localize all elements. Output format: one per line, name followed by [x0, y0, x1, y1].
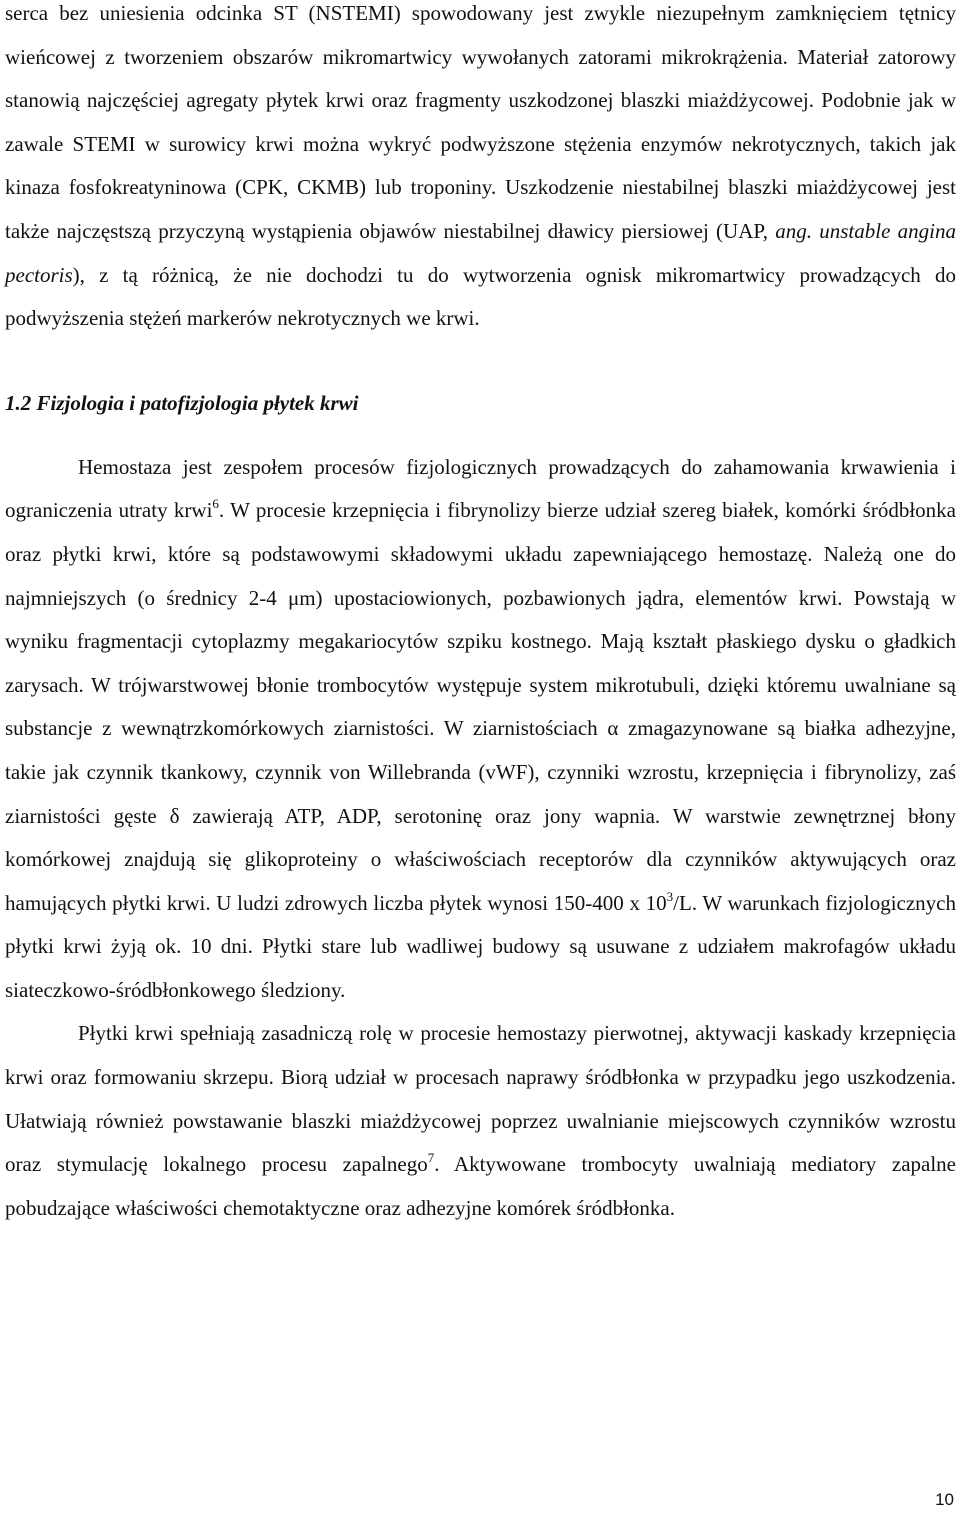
- paragraph-text: /L. W warunkach fizjologicznych płytki krwi żyją ok. 10 dni. Płytki stare lub wadliwej budowy są usuwane z udziałem makrofagów układu siateczkowo-śródbłonkowego śledziony.: [5, 890, 956, 1002]
- footnote-ref: 6: [212, 496, 219, 512]
- paragraph-text: serca bez uniesienia odcinka ST (NSTEMI) spowodowany jest zwykle niezupełnym zamknięciem tętnicy wieńcowej z tworzeniem obszarów mikromartwicy wywołanych zatorami mikrokrążenia. Materiał zatorowy stanowią najczęściej agregaty płytek krwi oraz fragmenty uszkodzonej blaszki miażdżycowej. Podobnie jak w zawale STEMI w surowicy krwi można wykryć podwyższone stężenia enzymów nekrotycznych, takich jak kinaza fosfokreatyninowa (CPK, CKMB) lub troponiny. Uszkodzenie niestabilnej blaszki miażdżycowej jest także najczęstszą przyczyną wystąpienia objawów niestabilnej dławicy piersiowej (UAP,: [5, 1, 956, 243]
- document-page: [5, 0, 956, 1230]
- paragraph-platelet-role: [5, 1012, 956, 1230]
- page-number: 10: [935, 1490, 954, 1509]
- spacer: [5, 423, 956, 446]
- paragraph-text: Płytki krwi spełniają zasadniczą rolę w procesie hemostazy pierwotnej, aktywacji kaskady krzepnięcia krwi oraz formowaniu skrzepu. Biorą udział w procesach naprawy śródbłonka w przypadku jego uszkodzenia. Ułatwiają również powstawanie blaszki miażdżycowej poprzez uwalnianie miejscowych czynników wzrostu oraz stymulację lokalnego procesu zapalnego: [5, 1021, 956, 1177]
- paragraph-nstemi: [5, 0, 956, 341]
- paragraph-text: . Aktywowane trombocyty uwalniają mediatory zapalne pobudzające właściwości chemotaktyczne oraz adhezyjne komórek śródbłonka.: [5, 1152, 956, 1220]
- paragraph-hemostasis: [5, 446, 956, 1013]
- spacer: [5, 341, 956, 383]
- exponent: 3: [666, 888, 674, 904]
- paragraph-text: . W procesie krzepnięcia i fibrynolizy bierze udział szereg białek, komórki śródbłonka oraz płytki krwi, które są podstawowymi składowymi układu zapewniającego hemostazę. Należą one do najmniejszych (o średnicy 2-4 μm) upostaciowionych, pozbawionych jądra, elementów krwi. Powstają w wyniku fragmentacji cytoplazmy megakariocytów szpiku kostnego. Mają kształt płaskiego dysku o gładkich zarysach. W trójwarstwowej błonie trombocytów występuje system mikrotubuli, dzięki któremu uwalniane są substancje z wewnątrzkomórkowych ziarnistości. W ziarnistościach α zmagazynowane są białka adhezyjne, takie jak czynnik tkankowy, czynnik von Willebranda (vWF), czynniki wzrostu, krzepnięcia i fibrynolizy, zaś ziarnistości gęste δ zawierają ATP, ADP, serotoninę oraz jony wapnia. W warstwie zewnętrznej błony komórkowej znajdują się glikoproteiny o właściwościach receptorów dla czynników aktywujących oraz hamujących płytki krwi. U ludzi zdrowych liczba płytek wynosi 150-400 x 10: [5, 498, 956, 915]
- section-heading: 1.2 Fizjologia i patofizjologia płytek krwi: [5, 390, 359, 415]
- paragraph-text: ), z tą różnicą, że nie dochodzi tu do wytworzenia ognisk mikromartwicy prowadzących do podwyższenia stężeń markerów nekrotycznych we krwi.: [5, 262, 956, 331]
- footnote-ref: 7: [427, 1150, 435, 1166]
- italic-term: ang. unstable angina pectoris: [5, 218, 956, 287]
- paragraph-text: Hemostaza jest zespołem procesów fizjologicznych prowadzących do zahamowania krwawienia i ograniczenia utraty krwi: [5, 454, 956, 523]
